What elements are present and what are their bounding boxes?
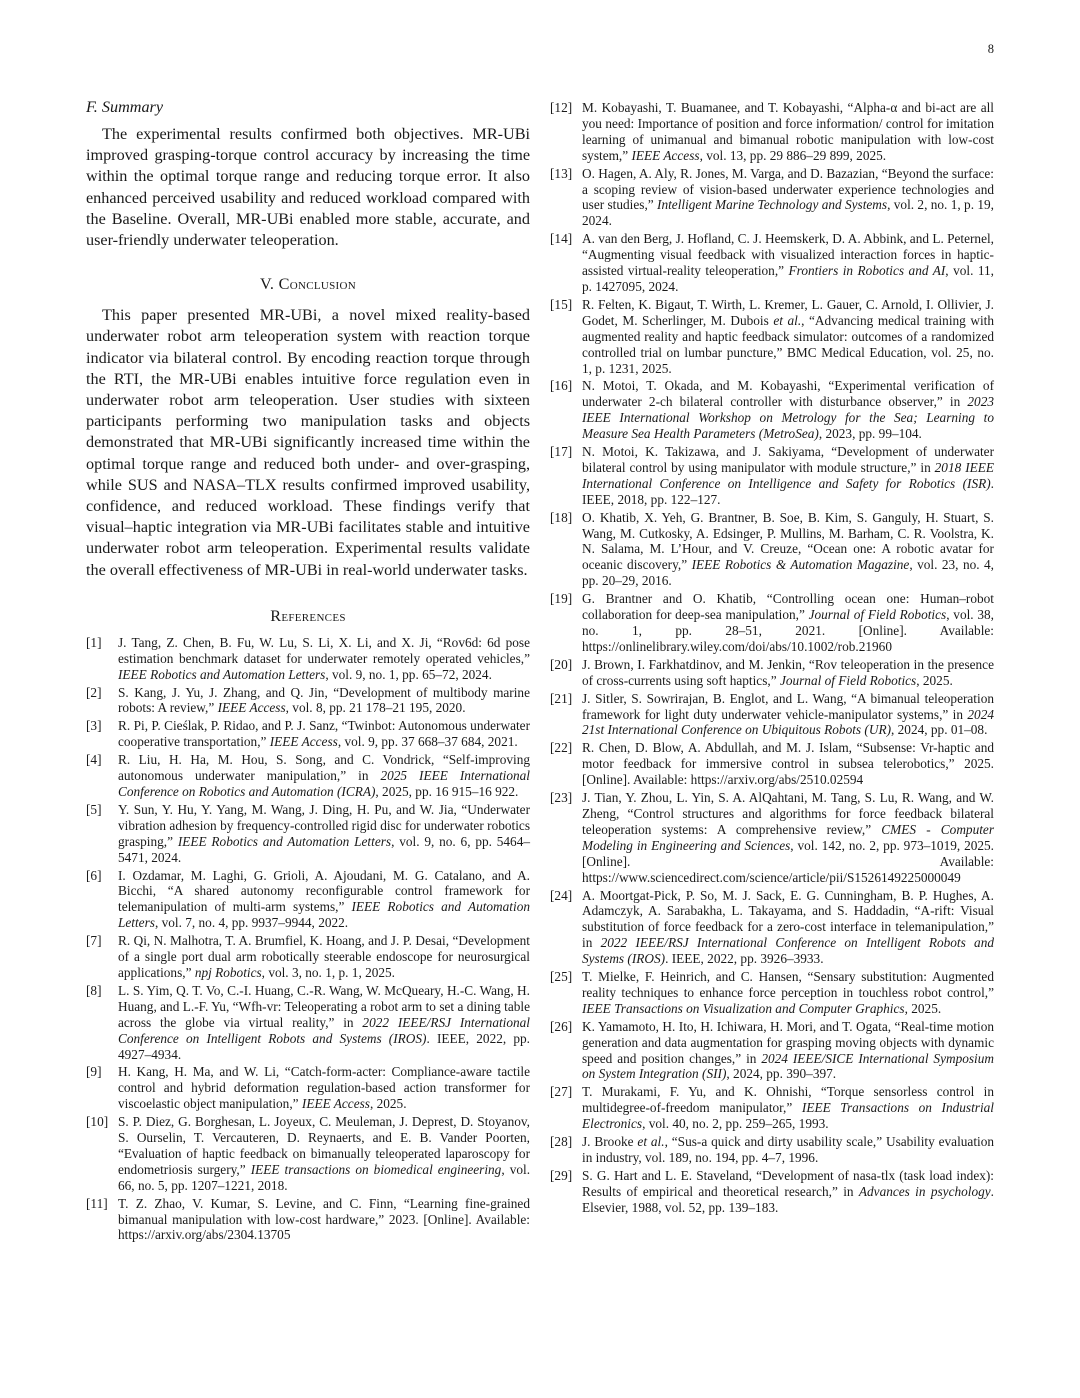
reference-post: , 2025, pp. 16 915–16 922. xyxy=(375,784,519,800)
reference-post: , vol. 9, no. 1, pp. 65–72, 2024. xyxy=(325,666,492,682)
reference-text xyxy=(118,1064,530,1112)
reference-text xyxy=(582,231,994,295)
reference-post: , vol. 13, pp. 29 886–29 899, 2025. xyxy=(699,147,887,163)
reference-venue: IEEE Robotics & Automation Magazine xyxy=(691,557,910,573)
reference-text xyxy=(582,1084,994,1132)
reference-item xyxy=(550,1019,994,1083)
reference-text xyxy=(582,969,994,1017)
reference-number: [19] xyxy=(550,591,573,607)
reference-text xyxy=(582,888,994,968)
reference-number: [20] xyxy=(550,656,573,672)
reference-item xyxy=(550,166,994,230)
reference-venue: IEEE Robotics and Automation Letters xyxy=(118,899,530,931)
reference-venue: Journal of Field Robotics xyxy=(779,672,917,688)
reference-pre: R. Felten, K. Bigaut, T. Wirth, L. Kremer, L. Gauer, C. Arnold, I. Ollivier, J. Godet, M. Scherlinger, M. Dubois xyxy=(582,296,994,328)
right-column xyxy=(550,100,994,1218)
reference-text xyxy=(582,691,994,739)
reference-venue: et al. xyxy=(773,312,802,328)
reference-pre: J. Tang, Z. Chen, B. Fu, W. Lu, S. Li, X. Li, and X. Ji, “Rov6d: 6d pose estimation benchmark dataset for underwater remotely operated vehicles,” xyxy=(118,634,530,666)
reference-text xyxy=(582,657,994,689)
reference-venue: Advances in psychology xyxy=(858,1183,991,1199)
reference-venue: 2018 IEEE International Conference on Intelligence and Safety for Robotics (ISR) xyxy=(582,459,994,491)
reference-post: , vol. 66, no. 5, pp. 1207–1221, 2018. xyxy=(118,1161,531,1193)
reference-item xyxy=(86,983,530,1063)
reference-pre: S. Kang, J. Yu, J. Zhang, and Q. Jin, “Development of multibody marine robots: A review,” xyxy=(118,684,530,716)
reference-number: [16] xyxy=(550,378,573,394)
reference-number: [14] xyxy=(550,231,573,247)
reference-text xyxy=(118,868,530,932)
reference-post: , vol. 2, no. 1, p. 19, 2024. xyxy=(582,197,995,229)
reference-venue: Frontiers in Robotics and AI xyxy=(788,263,946,279)
reference-pre: R. Chen, D. Blow, A. Abdullah, and M. J. Islam, “Subsense: Vr-haptic and motor feedback for immersive control in subsea telerobotics,” 2025. [Online]. Available: https://arxiv.org/abs/2510.02594 xyxy=(582,740,994,788)
reference-item xyxy=(550,790,994,885)
reference-post: , vol. 3, no. 1, p. 1, 2025. xyxy=(261,964,396,980)
reference-pre: K. Yamamoto, H. Ito, H. Ichiwara, H. Mori, and T. Ogata, “Real-time motion generation and data augmentation for grasping moving objects with dynamic speed and position changes,” in xyxy=(582,1018,994,1066)
reference-post: , 2024, pp. 01–08. xyxy=(891,722,988,738)
reference-venue: IEEE Robotics and Automation Letters xyxy=(118,666,326,682)
reference-pre: A. van den Berg, J. Hofland, C. J. Heemskerk, D. A. Abbink, and L. Peternel, “Augmenting visual feedback with visualized interaction forces in haptic-assisted virtual-reality teleoperation,” xyxy=(582,231,994,279)
reference-item xyxy=(550,510,994,590)
conclusion-heading xyxy=(86,273,530,295)
reference-number: [25] xyxy=(550,969,573,985)
reference-pre: J. Brooke xyxy=(582,1134,638,1150)
reference-number: [5] xyxy=(86,801,102,817)
reference-item xyxy=(550,691,994,739)
reference-number: [27] xyxy=(550,1084,573,1100)
reference-text xyxy=(582,378,994,442)
reference-venue: IEEE Access xyxy=(269,734,338,750)
reference-post: . IEEE, 2022, pp. 3926–3933. xyxy=(665,951,824,967)
reference-item xyxy=(550,657,994,689)
reference-text xyxy=(118,685,530,717)
reference-item xyxy=(550,740,994,788)
reference-number: [22] xyxy=(550,740,573,756)
reference-text xyxy=(582,1168,994,1216)
reference-post: . Elsevier, 1988, vol. 52, pp. 139–183. xyxy=(582,1183,994,1215)
reference-number: [4] xyxy=(86,752,102,768)
reference-venue: IEEE Transactions on Visualization and Computer Graphics xyxy=(582,1000,905,1016)
reference-number: [9] xyxy=(86,1064,102,1080)
reference-pre: T. Mielke, F. Heinrich, and C. Hansen, “Sensary substitution: Augmented reality techniques to enhance force perception in touchless robot control,” xyxy=(582,969,994,1000)
reference-item xyxy=(86,635,530,683)
reference-item xyxy=(550,297,994,377)
reference-text xyxy=(582,444,994,508)
reference-text xyxy=(582,166,994,230)
reference-number: [8] xyxy=(86,982,102,998)
reference-venue: Journal of Field Robotics xyxy=(808,607,947,623)
reference-item xyxy=(550,888,994,968)
reference-post: , vol. 8, pp. 21 178–21 195, 2020. xyxy=(285,700,466,716)
reference-venue: 2024 21st International Conference on Ubiquitous Robots (UR) xyxy=(582,706,994,738)
reference-venue: 2025 IEEE International Conference on Robotics and Automation (ICRA) xyxy=(118,768,530,800)
reference-pre: J. Sitler, S. Sowrirajan, B. Englot, and L. Wang, “A bimanual teleoperation framework for light duty underwater vehicle-manipulator systems,” in xyxy=(582,690,994,722)
reference-text xyxy=(118,718,530,750)
reference-post: , vol. 11, p. 1427095, 2024. xyxy=(582,263,994,294)
reference-pre: O. Khatib, X. Yeh, G. Brantner, B. Soe, B. Kim, S. Ganguly, H. Stuart, S. Wang, M. Cutkosky, A. Edsinger, P. Mullins, M. Barham, C. R. Voolstra, K. N. Salama, M. L’Hour, and V. Creuze, “Ocean one: A robotic avatar for oceanic discovery,” xyxy=(582,509,994,573)
reference-post: , vol. 38, no. 1, pp. 28–51, 2021. [Online]. Available: https://onlinelibrary.wiley.com/doi/abs/10.1002/rob.21960 xyxy=(582,607,994,654)
reference-post: , vol. 142, no. 2, pp. 973–1019, 2025. [Online]. Available: https://www.sciencedirect.com/science/article/pii/S1526149225000049 xyxy=(582,837,994,885)
reference-item xyxy=(550,100,994,164)
reference-text xyxy=(118,983,530,1063)
reference-number: [17] xyxy=(550,444,573,460)
reference-venue: 2024 IEEE/SICE International Symposium on System Integration (SII) xyxy=(582,1050,995,1082)
reference-item xyxy=(86,1064,530,1112)
reference-list-left xyxy=(86,635,530,1244)
reference-pre: J. Brown, I. Farkhatdinov, and M. Jenkin, “Rov teleoperation in the presence of cross-currents using soft haptics,” xyxy=(582,656,994,688)
reference-venue: IEEE transactions on biomedical engineering xyxy=(250,1161,502,1177)
reference-item xyxy=(86,933,530,981)
reference-pre: T. Z. Zhao, V. Kumar, S. Levine, and C. Finn, “Learning fine-grained bimanual manipulation with low-cost hardware,” 2023. [Online]. Available: https://arxiv.org/abs/2304.13705 xyxy=(118,1195,530,1243)
reference-venue: 2022 IEEE/RSJ International Conference on Intelligent Robots and Systems (IROS) xyxy=(118,1014,530,1046)
reference-text xyxy=(118,635,530,683)
reference-item xyxy=(550,591,994,655)
reference-pre: I. Ozdamar, M. Laghi, G. Grioli, A. Ajoudani, M. G. Catalano, and A. Bicchi, “A shared autonomy reconfigurable control framework for telemanipulation of multi-arm systems,” xyxy=(118,867,530,915)
conclusion-numeral: V. xyxy=(260,275,279,294)
reference-post: , vol. 9, no. 6, pp. 5464–5471, 2024. xyxy=(118,833,530,865)
reference-number: [26] xyxy=(550,1018,573,1034)
reference-venue: 2023 IEEE International Workshop on Metrology for the Sea; Learning to Measure Sea Health Parameters (MetroSea) xyxy=(582,394,994,442)
reference-pre: R. Qi, N. Malhotra, T. A. Brumfiel, K. Hoang, and J. P. Desai, “Development of a single port dual arm robotically steerable endoscope for neurosurgical applications,” xyxy=(118,933,530,980)
reference-number: [7] xyxy=(86,933,102,949)
reference-text xyxy=(582,591,994,655)
reference-pre: A. Moortgat-Pick, P. So, M. J. Sack, E. G. Cunningham, B. P. Hughes, A. Adamczyk, A. Sarabakha, L. Takayama, and S. Haddadin, “A-rift: Visual substitution of force feedback for a zero-cost interface in telemanipulation,” in xyxy=(582,887,994,951)
reference-pre: L. S. Yim, Q. T. Vo, C.-I. Huang, C.-R. Wang, W. McQueary, H.-C. Wang, H. Huang, and L.-F. Yu, “Wfh-vr: Teleoperating a robot arm to set a dining table across the globe via virtual reality,” in xyxy=(118,982,530,1030)
reference-number: [29] xyxy=(550,1167,573,1183)
reference-item xyxy=(86,1196,530,1244)
reference-pre: R. Liu, H. Ha, M. Hou, S. Song, and C. Vondrick, “Self-improving autonomous underwater manipulation,” in xyxy=(118,752,530,784)
reference-post: , 2025. xyxy=(916,672,953,688)
reference-venue: IEEE Transactions on Industrial Electronics xyxy=(582,1100,994,1132)
reference-number: [15] xyxy=(550,296,573,312)
reference-item xyxy=(550,231,994,295)
reference-number: [11] xyxy=(86,1195,108,1211)
reference-item xyxy=(86,752,530,800)
conclusion-paragraph: This paper presented MR-UBi, a novel mixed reality-based underwater robot arm teleoperation system with reaction torque indicator via bilateral control. By encoding reaction torque through the RTI, the MR-UBi enables intuitive force regulation even in underwater robot arm teleoperation. User studies with sixteen participants performing two manipulation tasks and objects demonstrated that MR-UBi significantly increased time within the optimal torque range and reduced both under- and over-grasping, while SUS and NASA–TLX results confirmed improved usability, confidence, and reduced workload. These findings verify that visual–haptic integration via MR-UBi facilitates stable and intuitive underwater robot arm teleoperation. Experimental results validate the overall effectiveness of MR-UBi in real-world underwater tasks. xyxy=(86,306,530,579)
reference-text xyxy=(582,740,994,788)
reference-number: [24] xyxy=(550,887,573,903)
reference-pre: Y. Sun, Y. Hu, Y. Yang, M. Wang, J. Ding, H. Pu, and W. Jia, “Underwater vibration adhesion by frequency-controlled rigid disc for underwater robotics grasping,” xyxy=(118,801,530,849)
reference-pre: S. G. Hart and L. E. Staveland, “Development of nasa-tlx (task load index): Results of empirical and theoretical research,” in xyxy=(582,1167,994,1199)
reference-venue: Intelligent Marine Technology and Systems xyxy=(657,197,888,213)
reference-pre: T. Murakami, F. Yu, and K. Ohnishi, “Torque sensorless control in multidegree-of-freedom manipulator,” xyxy=(582,1084,994,1116)
reference-text xyxy=(118,1196,530,1244)
reference-number: [2] xyxy=(86,684,102,700)
reference-post: , “Advancing medical training with augmented reality and haptic feedback simulator: outcomes of a randomized controlled trial on lumbar puncture,” BMC Medical Education, vol. 25, no. 1, p. 1231, 2025. xyxy=(582,312,994,376)
reference-item xyxy=(86,802,530,866)
reference-number: [18] xyxy=(550,509,573,525)
reference-pre: O. Hagen, A. Aly, R. Jones, M. Varga, and D. Bazazian, “Beyond the surface: a scoping review of vision-based underwater experience technologies and user studies,” xyxy=(582,165,994,213)
reference-post: , vol. 9, pp. 37 668–37 684, 2021. xyxy=(337,734,518,750)
reference-item xyxy=(550,1168,994,1216)
reference-item xyxy=(86,1114,530,1194)
reference-number: [1] xyxy=(86,634,102,650)
summary-paragraph: The experimental results confirmed both objectives. MR-UBi improved grasping-torque control accuracy by increasing the time within the optimal torque range and reducing torque error. It also enhanced perceived usability and reduced workload compared with the Baseline. Overall, MR-UBi enabled more stable, accurate, and user-friendly underwater teleoperation. xyxy=(86,125,530,250)
reference-item xyxy=(86,868,530,932)
reference-item xyxy=(550,1134,994,1166)
reference-post: , 2025. xyxy=(904,1000,942,1016)
reference-item xyxy=(550,378,994,442)
reference-post: , vol. 23, no. 4, pp. 20–29, 2016. xyxy=(582,557,995,589)
reference-post: , vol. 40, no. 2, pp. 259–265, 1993. xyxy=(642,1116,829,1132)
reference-text xyxy=(118,802,530,866)
reference-item xyxy=(550,444,994,508)
reference-pre: S. P. Diez, G. Borghesan, L. Joyeux, C. Meuleman, J. Deprest, D. Stoyanov, S. Ourselin, T. Vercauteren, D. Reynaerts, and E. B. Vander Poorten, “Evaluation of haptic feedback on bimanually teleoperated laparoscopy for endometriosis surgery,” xyxy=(118,1114,530,1177)
references-heading: References xyxy=(270,606,346,625)
left-column xyxy=(86,96,530,1245)
reference-venue: CMES - Computer Modeling in Engineering and Sciences xyxy=(582,821,994,853)
reference-item xyxy=(550,1084,994,1132)
reference-list-right xyxy=(550,100,994,1216)
conclusion-title: Conclusion xyxy=(278,275,356,294)
reference-item xyxy=(86,718,530,750)
reference-pre: J. Tian, Y. Zhou, L. Yin, S. A. AlQahtani, M. Tang, S. Lu, R. Wang, and W. Zheng, “Control structures and algorithms for force feedback bilateral teleoperation systems: A comprehensive review,” xyxy=(582,790,994,837)
reference-text xyxy=(582,510,994,590)
reference-number: [3] xyxy=(86,718,102,734)
reference-venue: IEEE Access xyxy=(301,1096,370,1112)
reference-text xyxy=(118,1114,530,1194)
reference-pre: N. Motoi, K. Takizawa, and J. Sakiyama, “Development of underwater bilateral control by using manipulator with module structure,” in xyxy=(582,444,994,475)
page-number: 8 xyxy=(987,42,994,56)
reference-text xyxy=(582,1019,994,1083)
reference-post: , 2025. xyxy=(369,1096,407,1112)
reference-item xyxy=(550,969,994,1017)
reference-number: [6] xyxy=(86,867,102,883)
reference-number: [12] xyxy=(550,100,573,115)
reference-post: , 2023, pp. 99–104. xyxy=(818,426,922,442)
reference-pre: H. Kang, H. Ma, and W. Li, “Catch-form-acter: Compliance-aware tactile control and hybrid deformation regulation-based action transformer for viscoelastic object manipulation,” xyxy=(118,1064,530,1112)
reference-pre: M. Kobayashi, T. Buamanee, and T. Kobayashi, “Alpha-α and bi-act are all you need: Importance of position and force information/ control for imitation learning of unimanual and bimanual robotic manipulation with low-cost system,” xyxy=(582,100,994,163)
reference-number: [23] xyxy=(550,790,573,806)
reference-number: [13] xyxy=(550,165,573,181)
reference-post: . IEEE, 2018, pp. 122–127. xyxy=(582,475,994,507)
reference-venue: npj Robotics xyxy=(194,964,262,980)
reference-text xyxy=(582,790,994,885)
reference-venue: et al. xyxy=(637,1134,665,1150)
reference-number: [10] xyxy=(86,1114,109,1130)
reference-number: [28] xyxy=(550,1134,573,1150)
reference-text xyxy=(582,297,994,377)
reference-post: , “Sus-a quick and dirty usability scale,” Usability evaluation in industry, vol. 189, no. 194, pp. 4–7, 1996. xyxy=(582,1134,994,1165)
reference-text xyxy=(582,100,994,164)
reference-item xyxy=(86,685,530,717)
reference-pre: G. Brantner and O. Khatib, “Controlling ocean one: Human–robot collaboration for deep-sea manipulation,” xyxy=(582,591,994,623)
reference-text xyxy=(118,933,530,981)
reference-post: , 2024, pp. 390–397. xyxy=(726,1066,837,1082)
reference-post: . IEEE, 2022, pp. 4927–4934. xyxy=(118,1030,530,1062)
reference-venue: IEEE Access xyxy=(217,700,286,716)
reference-number: [21] xyxy=(550,690,573,706)
reference-venue: IEEE Robotics and Automation Letters xyxy=(177,833,392,849)
reference-pre: R. Pi, P. Cieślak, P. Ridao, and P. J. Sanz, “Twinbot: Autonomous underwater cooperative transportation,” xyxy=(118,718,530,750)
reference-venue: 2022 IEEE/RSJ International Conference on Intelligent Robots and Systems (IROS) xyxy=(582,935,994,967)
reference-text xyxy=(118,752,530,800)
reference-venue: IEEE Access xyxy=(631,147,700,163)
reference-pre: N. Motoi, T. Okada, and M. Kobayashi, “Experimental verification of underwater 2-ch bilateral controller with disturbance observer,” in xyxy=(582,378,994,410)
reference-post: , vol. 7, no. 4, pp. 9937–9944, 2022. xyxy=(154,915,349,931)
summary-heading: F. Summary xyxy=(86,98,164,116)
reference-text xyxy=(582,1134,994,1166)
